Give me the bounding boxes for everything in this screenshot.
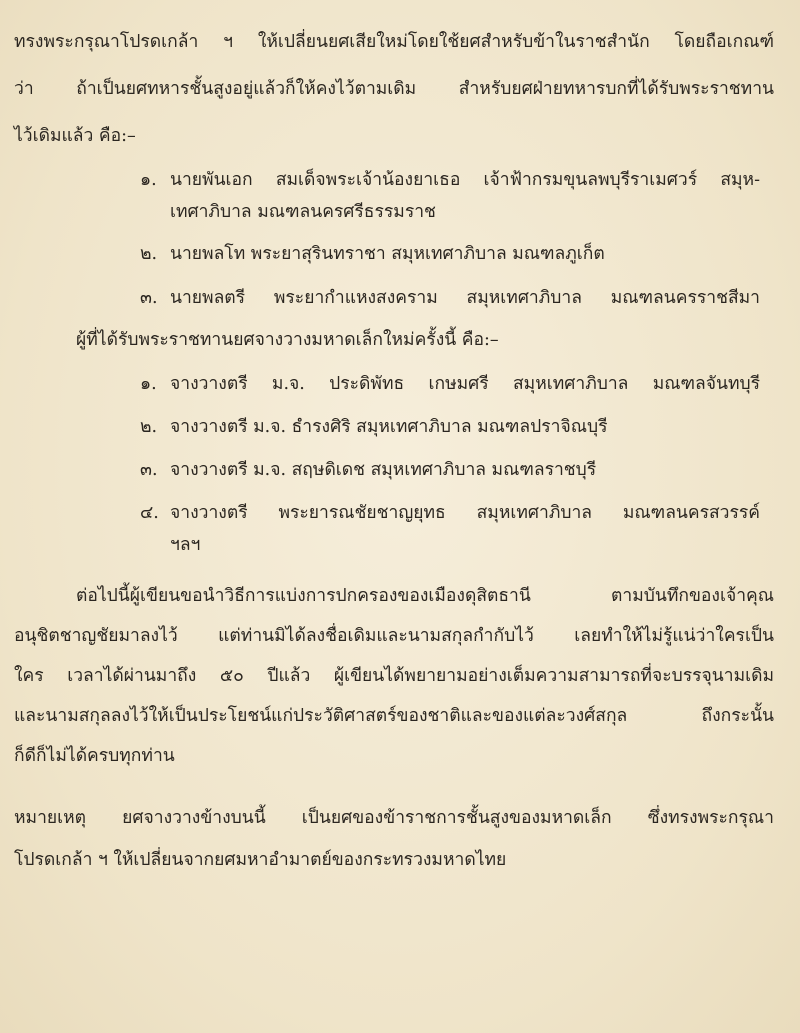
- court-item-3-number: ๓.: [140, 460, 158, 480]
- court-list-intro: ผู้ที่ได้รับพระราชทานยศจางวางมหาดเล็กใหม่ครั้งนี้ คือ:–: [76, 330, 499, 350]
- court-item-1-text: จางวางตรี ม.จ. ประดิพัทธ เกษมศรี สมุหเทศาภิบาล มณฑลจันทบุรี: [170, 374, 760, 394]
- military-item-2-text: นายพลโท พระยาสุรินทราชา สมุหเทศาภิบาล มณฑลภูเก็ต: [170, 244, 605, 264]
- military-item-3-number: ๓.: [140, 288, 158, 308]
- court-item-4-number: ๔.: [140, 503, 159, 523]
- court-item-1-number: ๑.: [140, 374, 157, 394]
- court-item-2-text: จางวางตรี ม.จ. ธำรงศิริ สมุหเทศาภิบาล มณฑลปราจิณบุรี: [170, 417, 608, 437]
- intro-line-2: ว่า ถ้าเป็นยศทหารชั้นสูงอยู่แล้วก็ให้คงไว้ตามเดิม สำหรับยศฝ่ายทหารบกที่ได้รับพระราชทาน: [14, 79, 774, 99]
- court-item-3-text: จางวางตรี ม.จ. สฤษดิเดช สมุหเทศาภิบาล มณฑลราชบุรี: [170, 460, 597, 480]
- military-item-2-number: ๒.: [140, 244, 158, 264]
- court-item-4-continuation: ฯลฯ: [170, 535, 201, 555]
- military-item-3-text: นายพลตรี พระยากำแหงสงคราม สมุหเทศาภิบาล มณฑลนครราชสีมา: [170, 288, 760, 308]
- military-item-1-continuation: เทศาภิบาล มณฑลนครศรีธรรมราช: [170, 202, 436, 222]
- military-item-1-number: ๑.: [140, 170, 157, 190]
- note-line-2: โปรดเกล้า ฯ ให้เปลี่ยนจากยศมหาอำมาตย์ของกระทรวงมหาดไทย: [14, 850, 507, 870]
- court-item-2-number: ๒.: [140, 417, 158, 437]
- intro-line-1: ทรงพระกรุณาโปรดเกล้า ฯ ให้เปลี่ยนยศเสียใหม่โดยใช้ยศสำหรับข้าในราชสำนัก โดยถือเกณฑ์: [14, 32, 774, 52]
- military-item-1-text: นายพันเอก สมเด็จพระเจ้าน้องยาเธอ เจ้าฟ้ากรมขุนลพบุรีราเมศวร์ สมุห-: [170, 170, 760, 190]
- paragraph-line-2: อนุชิตชาญชัยมาลงไว้ แต่ท่านมิได้ลงชื่อเดิมและนามสกุลกำกับไว้ เลยทำให้ไม่รู้แน่ว่าใครเป็น: [14, 626, 774, 646]
- note-line-1: หมายเหตุ ยศจางวางข้างบนนี้ เป็นยศของข้าราชการชั้นสูงของมหาดเล็ก ซึ่งทรงพระกรุณา: [14, 808, 774, 828]
- intro-line-3: ไว้เดิมแล้ว คือ:–: [14, 126, 136, 146]
- court-item-4-text: จางวางตรี พระยารณชัยชาญยุทธ สมุหเทศาภิบาล มณฑลนครสวรรค์: [170, 503, 760, 523]
- paragraph-line-1: ต่อไปนี้ผู้เขียนขอนำวิธีการแบ่งการปกครองของเมืองดุสิตธานี ตามบันทึกของเจ้าคุณ: [76, 586, 774, 606]
- paragraph-line-5: ก็ดีก็ไม่ได้ครบทุกท่าน: [14, 746, 175, 766]
- paragraph-line-3: ใคร เวลาได้ผ่านมาถึง ๕๐ ปีแล้ว ผู้เขียนได้พยายามอย่างเต็มความสามารถที่จะบรรจุนามเดิม: [14, 666, 774, 686]
- paragraph-line-4: และนามสกุลลงไว้ให้เป็นประโยชน์แก่ประวัติศาสตร์ของชาติและของแต่ละวงศ์สกุล ถึงกระนั้น: [14, 706, 774, 726]
